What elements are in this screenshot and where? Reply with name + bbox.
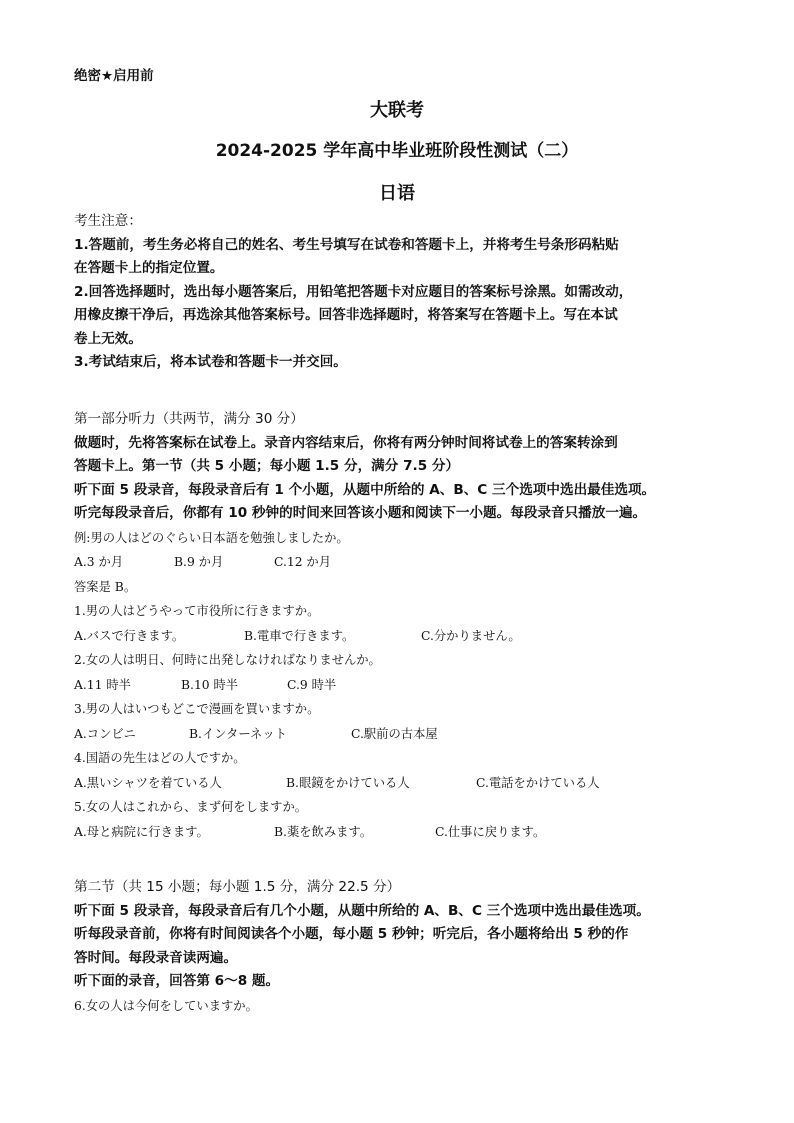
option-c: C.駅前の古本屋 <box>351 726 438 741</box>
part1-section <box>74 408 734 844</box>
notice-line: 2.回答选择题时，选出每小题答案后，用铅笔把答题卡对应题目的答案标号涂黑。如需改动， <box>74 283 633 300</box>
subject-title: 日语 <box>379 183 415 204</box>
question-4-options <box>74 771 734 796</box>
part1-intro-line: 听完每段录音后，你都有 10 秒钟的时间来回答该小题和阅读下一小题。每段录音只播放一遍。 <box>74 505 647 521</box>
option-b: B.薬を飲みます。 <box>274 824 373 839</box>
notice-line: 卷上无效。 <box>74 330 142 347</box>
option-a: A.11 時半 <box>74 677 131 692</box>
notice-line: 在答题卡上的指定位置。 <box>74 260 224 276</box>
notice-line: 3.考试结束后，将本试卷和答题卡一并交回。 <box>74 354 347 370</box>
confidential-label: 绝密★启用前 <box>74 68 154 84</box>
part1-intro-line: 听下面 5 段录音，每段录音后有 1 个小题，从题中所给的 A、B、C 三个选项中选出最佳选项。 <box>74 481 656 498</box>
section2-intro-line: 听每段录音前，你将有时间阅读各个小题，每小题 5 秒钟；听完后，各小题将给出 5 秒的作 <box>74 926 629 942</box>
option-a: A.コンビニ <box>74 726 136 741</box>
notice-line: 用橡皮擦干净后，再选涂其他答案标号。回答非选择题时，将答案写在答题卡上。写在本试 <box>74 307 618 323</box>
option-a: A.母と病院に行きます。 <box>74 824 209 839</box>
question-4: 4.国語の先生はどの人ですか。 <box>74 751 246 765</box>
exam-organizer-title: 大联考 <box>370 100 424 121</box>
question-2-options <box>74 673 734 698</box>
example-option-c: C.12 か月 <box>274 555 332 569</box>
question-3-options <box>74 722 734 747</box>
example-answer: 答案是 B。 <box>74 579 137 594</box>
option-a: A.黒いシャツを着ている人 <box>74 775 222 790</box>
exam-title: 2024-2025 学年高中毕业班阶段性测试（二） <box>215 141 579 161</box>
part1-intro-line: 答题卡上。第一节（共 5 小题；每小题 1.5 分，满分 7.5 分） <box>74 458 460 474</box>
part1-intro-line: 做题时，先将答案标在试卷上。录音内容结束后，你将有两分钟时间将试卷上的答案转涂到 <box>74 434 618 451</box>
option-c: C.電話をかけている人 <box>476 775 600 790</box>
question-1-options <box>74 624 734 649</box>
example-option-a: A.3 か月 <box>74 555 124 569</box>
section2-heading: 第二节（共 15 小题；每小题 1.5 分，满分 22.5 分） <box>74 879 401 895</box>
question-3: 3.男の人はいつもどこで漫画を買いますか。 <box>74 702 320 716</box>
question-6: 6.女の人は今何をしていますか。 <box>74 998 258 1013</box>
section2 <box>74 876 734 1018</box>
section2-intro-line: 听下面 5 段录音，每段录音后有几个小题，从题中所给的 A、B、C 三个选项中选出最佳选项。 <box>74 902 650 919</box>
option-b: B.10 時半 <box>181 677 239 692</box>
part1-heading: 第一部分听力（共两节，满分 30 分） <box>74 411 304 427</box>
example-option-b: B.9 か月 <box>174 555 224 569</box>
option-b: B.電車で行きます。 <box>244 628 355 643</box>
option-b: B.眼鏡をかけている人 <box>286 775 410 790</box>
option-c: C.9 時半 <box>287 677 337 692</box>
question-2: 2.女の人は明日、何時に出発しなければなりませんか。 <box>74 653 381 667</box>
notice-section <box>74 210 734 375</box>
example-options <box>74 550 734 575</box>
option-a: A.バスで行きます。 <box>74 628 185 643</box>
section2-intro-line: 答时间。每段录音读两遍。 <box>74 949 238 966</box>
notice-line: 1.答题前，考生务必将自己的姓名、考生号填写在试卷和答题卡上，并将考生号条形码粘贴 <box>74 236 619 253</box>
option-b: B.インターネット <box>189 726 287 741</box>
section2-intro-line: 听下面的录音，回答第 6～8 题。 <box>74 973 280 989</box>
question-5-options <box>74 820 734 845</box>
option-c: C.分かりません。 <box>421 628 521 643</box>
notice-heading: 考生注意： <box>74 213 142 229</box>
example-question: 例:男の人はどのぐらい日本語を勉強しましたか。 <box>74 530 349 545</box>
question-5: 5.女の人はこれから、まず何をしますか。 <box>74 800 308 814</box>
option-c: C.仕事に戻ります。 <box>435 824 546 839</box>
question-1: 1.男の人はどうやって市役所に行きますか。 <box>74 604 320 618</box>
